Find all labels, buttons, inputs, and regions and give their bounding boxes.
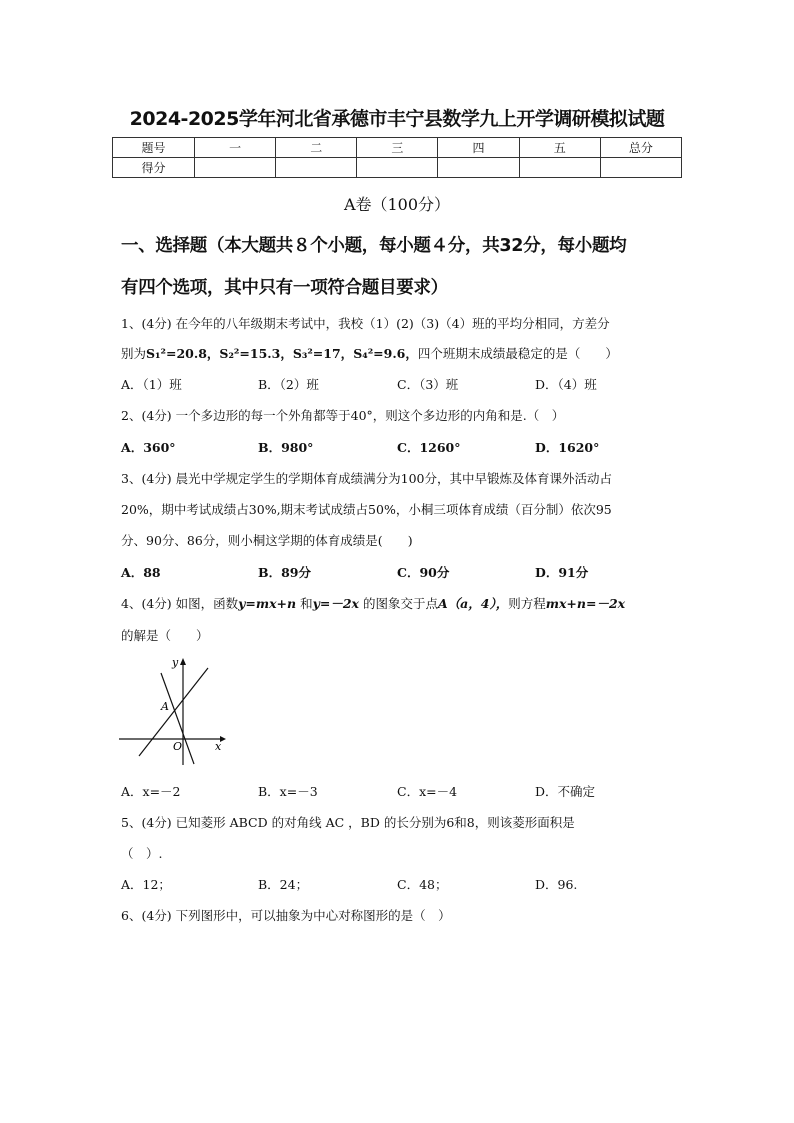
- part1-heading-line1: 一、选择题（本大题共８个小题，每小题４分，共32分，每小题均: [121, 236, 627, 256]
- q4-text-line2: 的解是（ ）: [121, 628, 209, 643]
- q5-option-b[interactable]: B．24；: [258, 877, 309, 892]
- section-a-heading: A卷（100分）: [343, 195, 451, 214]
- q4-point: A（a，4），: [437, 596, 509, 611]
- q1-text-line2: [121, 344, 618, 362]
- q1-variance-1: S₁²=20.8，: [146, 346, 220, 361]
- q4-option-c[interactable]: C．x=－4: [397, 784, 458, 799]
- q4-function-graph: [117, 655, 227, 767]
- q2-option-a[interactable]: A．360°: [121, 440, 176, 455]
- part1-heading-line2: 有四个选项，其中只有一项符合题目要求）: [121, 278, 448, 298]
- score-header-cell: 四: [438, 138, 519, 158]
- q4-text-b: 和: [296, 596, 313, 611]
- q2-option-d[interactable]: D．1620°: [535, 440, 600, 455]
- score-cell[interactable]: [519, 158, 600, 178]
- q4-equation-1: y=mx+n: [238, 596, 297, 611]
- q4-option-b[interactable]: B．x=－3: [258, 784, 318, 799]
- q1-suffix: 四个班期末成绩最稳定的是（ ）: [417, 346, 618, 361]
- q3-option-c[interactable]: C．90分: [397, 565, 450, 580]
- q2-option-b[interactable]: B．980°: [258, 440, 314, 455]
- q1-option-b[interactable]: B．（2）班: [258, 377, 319, 392]
- q3-option-a[interactable]: A．88: [121, 565, 161, 580]
- graph-label-x: x: [215, 740, 222, 753]
- score-cell[interactable]: [357, 158, 438, 178]
- q1-variance-3: S₃²=17，: [292, 346, 354, 361]
- q5-option-d[interactable]: D．96.: [535, 877, 578, 892]
- graph-label-origin: O: [173, 740, 183, 753]
- q4-text-d: 则方程: [508, 596, 546, 611]
- q1-prefix: 别为: [121, 346, 147, 361]
- exam-title: 2024-2025学年河北省承德市丰宁县数学九上开学调研模拟试题: [129, 108, 665, 130]
- q4-equation-2: y=－2x: [312, 596, 359, 611]
- q3-option-d[interactable]: D．91分: [535, 565, 589, 580]
- q3-text-line3: 分、90分、86分，则小桐这学期的体育成绩是( ): [121, 533, 413, 548]
- score-header-cell: 一: [195, 138, 276, 158]
- q2-text-line1: 2、(4分) 一个多边形的每一个外角都等于40°，则这个多边形的内角和是.（ ）: [121, 408, 565, 423]
- q5-text-line2: （ ）.: [121, 846, 163, 861]
- q5-option-c[interactable]: C．48；: [397, 877, 448, 892]
- q5-option-a[interactable]: A．12；: [121, 877, 171, 892]
- score-header-cell: 五: [519, 138, 600, 158]
- q4-equation-3: mx+n=－2x: [545, 596, 626, 611]
- q4-option-d[interactable]: D．不确定: [535, 784, 596, 799]
- q4-option-a[interactable]: A．x=－2: [121, 784, 181, 799]
- y-axis-arrow-icon: [180, 658, 186, 665]
- score-row-label: 得分: [113, 158, 195, 178]
- q3-text-line1: 3、(4分) 晨光中学规定学生的学期体育成绩满分为100分，其中早锻炼及体育课外活动占: [121, 471, 612, 486]
- score-table-score-row: [113, 158, 682, 178]
- q3-text-line2: 20%，期中考试成绩占30%,期末考试成绩占50%，小桐三项体育成绩（百分制）依次95: [121, 502, 612, 517]
- q1-variance-2: S₂²=15.3，: [219, 346, 293, 361]
- q1-option-d[interactable]: D．（4）班: [535, 377, 597, 392]
- q6-text-line1: 6、(4分) 下列图形中，可以抽象为中心对称图形的是（ ）: [121, 908, 451, 923]
- graph-label-y: y: [172, 656, 179, 669]
- score-cell[interactable]: [438, 158, 519, 178]
- score-header-cell: 总分: [600, 138, 681, 158]
- score-table-header-row: [113, 138, 682, 158]
- score-cell[interactable]: [195, 158, 276, 178]
- q5-text-line1: 5、(4分) 已知菱形 ABCD 的对角线 AC ，BD 的长分别为6和8，则该菱形面积是: [121, 815, 575, 830]
- q1-text-line1: 1、(4分) 在今年的八年级期末考试中，我校（1）(2)（3)（4）班的平均分相同，方差分: [121, 316, 610, 331]
- score-header-cell: 三: [357, 138, 438, 158]
- q4-text-a: 4、(4分) 如图，函数: [121, 596, 239, 611]
- score-cell[interactable]: [600, 158, 681, 178]
- q1-variance-4: S₄²=9.6，: [353, 346, 418, 361]
- q2-option-c[interactable]: C．1260°: [397, 440, 461, 455]
- score-table: [112, 137, 682, 178]
- graph-label-a: A: [161, 700, 169, 713]
- score-header-cell: 题号: [113, 138, 195, 158]
- q1-option-a[interactable]: A．（1）班: [121, 377, 182, 392]
- score-header-cell: 二: [276, 138, 357, 158]
- q4-text-line1: [121, 594, 625, 612]
- q1-option-c[interactable]: C．（3）班: [397, 377, 459, 392]
- q4-text-c: 的图象交于点: [359, 596, 438, 611]
- q3-option-b[interactable]: B．89分: [258, 565, 311, 580]
- score-cell[interactable]: [276, 158, 357, 178]
